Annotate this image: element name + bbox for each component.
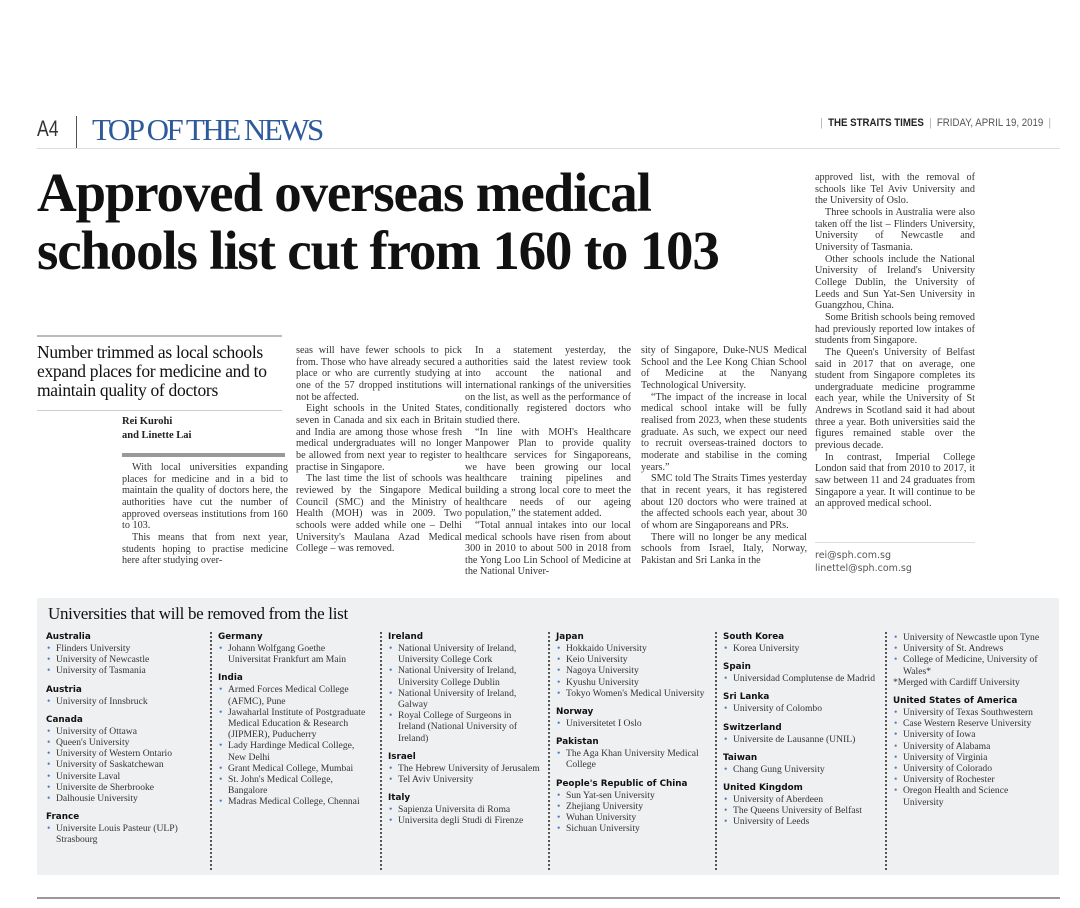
- article-column: [641, 345, 807, 566]
- university-list-group: [388, 643, 540, 744]
- university-item: • Case Western Reserve University: [893, 718, 1045, 729]
- author: and Linette Lai: [122, 430, 192, 441]
- university-item: • Wuhan University: [556, 812, 708, 823]
- section-title: TOP OF THE NEWS: [92, 112, 322, 147]
- country-heading: France: [46, 812, 80, 823]
- university-item: • Universite de Sherbrooke: [46, 782, 206, 793]
- page-number: A4: [37, 116, 59, 141]
- university-item: • Jawaharlal Institute of Postgraduate Medical Education & Research (JIPMER), Puducherry: [218, 707, 370, 741]
- country-heading: United States of America: [893, 696, 1018, 707]
- university-list-group: [46, 696, 206, 707]
- paragraph: “The impact of the increase in local medical school intake will be fully realised from 2023, when these students graduate. As such, we expect our need to recruit overseas-trained doctors to moderate and stabilise in the coming years.”: [641, 391, 807, 473]
- paragraph: The Queen's University of Belfast said in 2017 that on average, one student from Singapore completes its undergraduate medicine programme each year, while the University of St Andrews in Scotland said it had about three a year. Both universities said the figures remained stable over the previous decade.: [815, 346, 975, 452]
- university-item: • Lady Hardinge Medical College, New Delhi: [218, 740, 370, 762]
- paragraph: approved list, with the removal of schools like Tel Aviv University and the University of Oslo.: [815, 172, 975, 207]
- university-item: • University of Colorado: [893, 763, 1045, 774]
- university-item: • Queen's University: [46, 737, 206, 748]
- university-list-group: [46, 643, 206, 677]
- university-item: • Flinders University: [46, 643, 206, 654]
- university-item: • Royal College of Surgeons in Ireland (National University of Ireland): [388, 710, 540, 744]
- article-column: [296, 345, 462, 555]
- university-list-group: [893, 707, 1045, 808]
- article-column: [815, 172, 975, 510]
- university-item: • National University of Ireland, Galway: [388, 688, 540, 710]
- paragraph: In a statement yesterday, the authorities said the latest review took into account the national and international rankings of the universities on the list, as well as the performance of conditionally registered doctors who studied there.: [465, 345, 631, 426]
- country-heading: Austria: [46, 684, 82, 695]
- university-list-group: [46, 823, 206, 845]
- university-item: • Tokyo Women's Medical University: [556, 688, 708, 699]
- divider: [76, 116, 77, 148]
- paper-name: THE STRAITS TIMES: [828, 117, 924, 129]
- paragraph: Other schools include the National University of Ireland's University College Dublin, the University of Leeds and Sun Yat-Sen University in Guangzhou, China.: [815, 253, 975, 312]
- university-item: • University of Tasmania: [46, 665, 206, 676]
- author-emails: [815, 542, 975, 575]
- paragraph: With local universities expanding places for medicine and in a bid to maintain the quality of doctors here, the authorities have cut the number of approved overseas institutions from 160 to 103.: [122, 462, 288, 532]
- university-item: • University of Colombo: [723, 703, 875, 714]
- paragraph: “Total annual intakes into our local medical schools have risen from about 300 in 2010 to about 500 in 2018 from the Yong Loo Lin School of Medicine at the National Univer-: [465, 519, 631, 578]
- list-column: [548, 632, 708, 870]
- university-list-group: [556, 790, 708, 835]
- university-list-group: [388, 763, 540, 785]
- university-item: • The Queens University of Belfast: [723, 805, 875, 816]
- country-heading: Spain: [723, 662, 751, 673]
- university-list-group: [723, 703, 875, 714]
- country-heading: Australia: [46, 632, 91, 642]
- box-title: Universities that will be removed from the list: [48, 604, 348, 623]
- university-item: • Universitetet I Oslo: [556, 718, 708, 729]
- paragraph: SMC told The Straits Times yesterday that in recent years, it has registered about 120 doctors who were trained at the affected schools each year, about 30 of whom are Singaporeans and PRs.: [641, 473, 807, 531]
- paragraph: This means that from next year, students hoping to practise medicine here after studying over-: [122, 531, 288, 567]
- article-column: [122, 462, 288, 567]
- university-item: • University of St. Andrews: [893, 643, 1045, 654]
- university-item: • Universite de Lausanne (UNIL): [723, 734, 875, 745]
- country-heading: United Kingdom: [723, 783, 803, 794]
- country-heading: Canada: [46, 714, 83, 725]
- email[interactable]: linettel@sph.com.sg: [815, 563, 912, 574]
- headline-line: schools list cut from 160 to 103: [37, 220, 719, 281]
- university-item: • University of Newcastle: [46, 654, 206, 665]
- list-column: [715, 632, 875, 870]
- university-item: • Keio University: [556, 654, 708, 665]
- university-item: • Nagoya University: [556, 665, 708, 676]
- university-item: • Sun Yat-sen University: [556, 790, 708, 801]
- list-column: [885, 632, 1045, 870]
- university-item: • Madras Medical College, Chennai: [218, 796, 370, 807]
- list-column: [380, 632, 540, 870]
- author: Rei Kurohi: [122, 416, 173, 427]
- university-item: • The Hebrew University of Jerusalem: [388, 763, 540, 774]
- country-heading: Japan: [556, 632, 584, 642]
- footnote: *Merged with Cardiff University: [893, 676, 1020, 688]
- country-heading: India: [218, 673, 243, 684]
- university-list-group: [893, 632, 1045, 677]
- headline-line: Approved overseas medical: [37, 162, 651, 223]
- university-list-group: [46, 726, 206, 804]
- university-item: • Armed Forces Medical College (AFMC), Pune: [218, 684, 370, 706]
- country-heading: Norway: [556, 707, 594, 718]
- article-column: [465, 345, 631, 578]
- country-heading: Italy: [388, 793, 411, 804]
- university-list-group: [723, 673, 875, 684]
- university-item: • University of Innsbruck: [46, 696, 206, 707]
- masthead: | THE STRAITS TIMES | FRIDAY, APRIL 19, 2019 |: [820, 117, 1052, 129]
- university-item: • St. John's Medical College, Bangalore: [218, 774, 370, 796]
- university-item: • Hokkaido University: [556, 643, 708, 654]
- university-item: • College of Medicine, University of Wales*: [893, 654, 1045, 676]
- country-heading: Sri Lanka: [723, 692, 770, 703]
- paragraph: In contrast, Imperial College London said that from 2010 to 2017, it saw between 11 and 24 graduates from Singapore a year. It will continue to be an approved medical school.: [815, 451, 975, 510]
- university-item: • University of Newcastle upon Tyne: [893, 632, 1045, 643]
- university-item: • The Aga Khan University Medical College: [556, 748, 708, 770]
- country-heading: Pakistan: [556, 737, 599, 748]
- university-list-group: [723, 794, 875, 828]
- country-heading: Taiwan: [723, 752, 758, 763]
- university-item: • University of Ottawa: [46, 726, 206, 737]
- university-item: • Oregon Health and Science University: [893, 785, 1045, 807]
- university-item: • University of Saskatchewan: [46, 759, 206, 770]
- university-list-group: [218, 643, 370, 665]
- paragraph: The last time the list of schools was reviewed by the Singapore Medical Council (SMC) and the Ministry of Health (MOH) was in 2009. Two schools were added while one – Delhi University's Maulana Azad Medical College – was removed.: [296, 473, 462, 555]
- university-item: • Universidad Complutense de Madrid: [723, 673, 875, 684]
- university-item: • Universite Louis Pasteur (ULP) Strasbourg: [46, 823, 206, 845]
- university-item: • University of Western Ontario: [46, 748, 206, 759]
- country-heading: Israel: [388, 751, 416, 762]
- university-item: • Zhejiang University: [556, 801, 708, 812]
- university-list-group: [556, 643, 708, 699]
- university-item: • Sichuan University: [556, 823, 708, 834]
- university-item: • Universita degli Studi di Firenze: [388, 815, 540, 826]
- country-heading: Germany: [218, 632, 263, 642]
- paragraph: “In line with MOH's Healthcare Manpower Plan to provide quality healthcare services for Singaporeans, we have been growing our local healthcare training pipelines and building a strong local core to meet the healthcare needs of our ageing population,” the statement added.: [465, 426, 631, 520]
- university-list-group: [723, 734, 875, 745]
- university-item: • Dalhousie University: [46, 793, 206, 804]
- university-item: • Tel Aviv University: [388, 774, 540, 785]
- university-list-group: [723, 764, 875, 775]
- country-heading: Ireland: [388, 632, 424, 642]
- paragraph: There will no longer be any medical schools from Israel, Italy, Norway, Pakistan and Sri Lanka in the: [641, 531, 807, 566]
- university-item: • University of Leeds: [723, 816, 875, 827]
- paragraph: seas will have fewer schools to pick from. Those who have already secured a place or who are currently studying at one of the 57 dropped institutions will not be affected.: [296, 345, 462, 403]
- country-heading: South Korea: [723, 632, 785, 642]
- university-item: • Johann Wolfgang Goethe Universitat Frankfurt am Main: [218, 643, 370, 665]
- list-column: [210, 632, 370, 870]
- university-item: • Universite Laval: [46, 771, 206, 782]
- header-rule: [37, 148, 1060, 149]
- country-heading: People's Republic of China: [556, 778, 688, 789]
- university-list-group: [556, 748, 708, 770]
- list-column: [46, 632, 206, 846]
- bottom-rule: [37, 897, 1060, 899]
- byline: [122, 415, 285, 457]
- email[interactable]: rei@sph.com.sg: [815, 550, 891, 561]
- university-list-group: [218, 684, 370, 807]
- university-item: • Sapienza Universita di Roma: [388, 804, 540, 815]
- university-item: • National University of Ireland, University College Cork: [388, 643, 540, 665]
- paragraph: Three schools in Australia were also taken off the list – Flinders University, University of Newcastle and University of Tasmania.: [815, 206, 975, 253]
- headline: [37, 164, 817, 280]
- university-list-group: [723, 643, 875, 654]
- university-item: • National University of Ireland, University College Dublin: [388, 665, 540, 687]
- university-item: • University of Texas Southwestern: [893, 707, 1045, 718]
- university-list-group: [388, 804, 540, 826]
- paragraph: sity of Singapore, Duke-NUS Medical School and the Lee Kong Chian School of Medicine at the Nanyang Technological University.: [641, 345, 807, 391]
- paragraph: Some British schools being removed had previously reported low intakes of students from Singapore.: [815, 311, 975, 347]
- university-item: • Korea University: [723, 643, 875, 654]
- university-item: • University of Aberdeen: [723, 794, 875, 805]
- subheadline: Number trimmed as local schools expand places for medicine and to maintain quality of doctors: [37, 335, 282, 411]
- paragraph: Eight schools in the United States, seven in Canada and six each in Britain and India are among those whose fresh medical undergraduates will no longer be allowed from next year to register to practise in Singapore.: [296, 403, 462, 473]
- university-list-group: [556, 718, 708, 729]
- university-item: • University of Iowa: [893, 729, 1045, 740]
- university-item: • Kyushu University: [556, 677, 708, 688]
- university-item: • University of Alabama: [893, 741, 1045, 752]
- university-item: • University of Virginia: [893, 752, 1045, 763]
- issue-date: FRIDAY, APRIL 19, 2019: [936, 117, 1044, 129]
- university-item: • Grant Medical College, Mumbai: [218, 763, 370, 774]
- university-item: • University of Rochester: [893, 774, 1045, 785]
- university-item: • Chang Gung University: [723, 764, 875, 775]
- country-heading: Switzerland: [723, 722, 782, 733]
